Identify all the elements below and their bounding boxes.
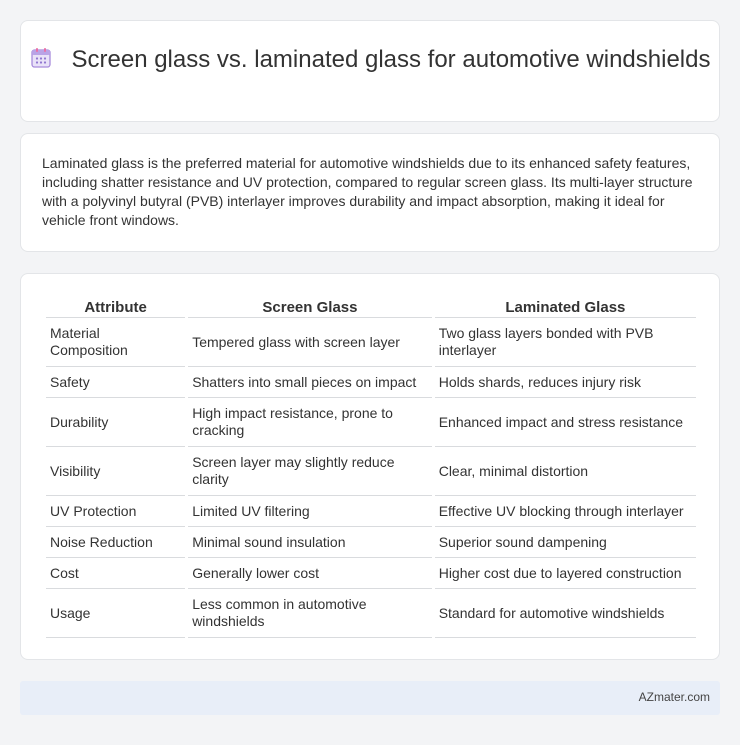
- cell-screen-glass: Limited UV filtering: [188, 496, 432, 527]
- table-row: [46, 558, 696, 589]
- cell-attribute: Safety: [46, 367, 185, 398]
- cell-screen-glass: Screen layer may slightly reduce clarity: [188, 447, 432, 496]
- table-row: [46, 367, 696, 398]
- table-row: [46, 496, 696, 527]
- cell-laminated-glass: Two glass layers bonded with PVB interlayer: [435, 318, 696, 367]
- intro-card: [20, 133, 720, 252]
- table-row: [46, 318, 696, 367]
- cell-screen-glass: Tempered glass with screen layer: [188, 318, 432, 367]
- table-row: [46, 447, 696, 496]
- table-row: [46, 527, 696, 558]
- cell-laminated-glass: Enhanced impact and stress resistance: [435, 398, 696, 447]
- title-card: [20, 20, 720, 122]
- cell-laminated-glass: Superior sound dampening: [435, 527, 696, 558]
- cell-laminated-glass: Clear, minimal distortion: [435, 447, 696, 496]
- footer-source: AZmater.com: [638, 690, 710, 704]
- cell-attribute: Material Composition: [46, 318, 185, 367]
- cell-screen-glass: Shatters into small pieces on impact: [188, 367, 432, 398]
- table-header-row: [46, 296, 696, 318]
- cell-laminated-glass: Higher cost due to layered construction: [435, 558, 696, 589]
- calendar-icon: [30, 47, 52, 69]
- page-title-wrap: [21, 45, 719, 75]
- cell-attribute: Visibility: [46, 447, 185, 496]
- cell-screen-glass: High impact resistance, prone to cracking: [188, 398, 432, 447]
- cell-attribute: UV Protection: [46, 496, 185, 527]
- cell-screen-glass: Minimal sound insulation: [188, 527, 432, 558]
- cell-attribute: Noise Reduction: [46, 527, 185, 558]
- header-attribute: Attribute: [46, 296, 185, 318]
- footer-bar: [20, 681, 720, 715]
- cell-attribute: Cost: [46, 558, 185, 589]
- header-laminated-glass: Laminated Glass: [435, 296, 696, 318]
- cell-laminated-glass: Holds shards, reduces injury risk: [435, 367, 696, 398]
- cell-screen-glass: Less common in automotive windshields: [188, 589, 432, 638]
- intro-text: Laminated glass is the preferred material for automotive windshields due to its enhanced safety features, including shatter resistance and UV protection, compared to regular screen glass. Its multi-layer structure with a polyvinyl butyral (PVB) interlayer improves durability and impact absorption, making it ideal for vehicle front windows.: [42, 155, 693, 228]
- comparison-card: [20, 273, 720, 660]
- cell-screen-glass: Generally lower cost: [188, 558, 432, 589]
- page-title: Screen glass vs. laminated glass for automotive windshields: [71, 46, 711, 73]
- cell-laminated-glass: Standard for automotive windshields: [435, 589, 696, 638]
- header-screen-glass: Screen Glass: [188, 296, 432, 318]
- table-row: [46, 589, 696, 638]
- cell-attribute: Usage: [46, 589, 185, 638]
- cell-attribute: Durability: [46, 398, 185, 447]
- cell-laminated-glass: Effective UV blocking through interlayer: [435, 496, 696, 527]
- table-row: [46, 398, 696, 447]
- comparison-table: [43, 296, 699, 638]
